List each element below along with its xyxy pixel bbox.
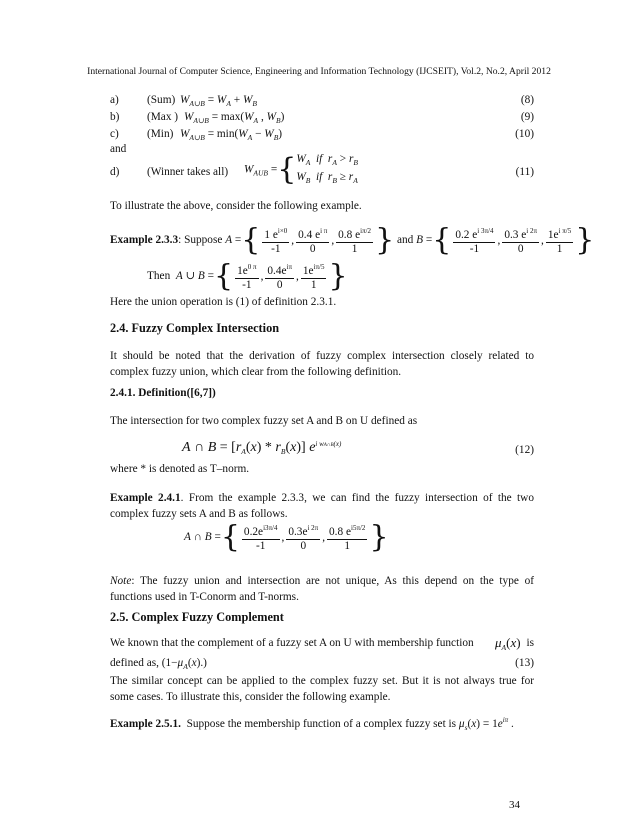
definition-b (110, 111, 285, 125)
equation-number-9: (9) (520, 111, 534, 123)
example-2-4-1-title: Example 2.4.1 (110, 492, 181, 504)
note-paragraph (110, 573, 534, 605)
definition-c-label: c) (110, 128, 119, 140)
definition-d (110, 166, 229, 178)
definition-d-formula: $W_{AUB}$ ={ $W_A$ if $r_A > r_B$ $W_B$ if $r_B \ge r_A$ (244, 152, 358, 187)
journal-header: International Journal of Computer Science, Engineering and Information Technology (IJCSEIT), Vol.2, No.2, April 2012 (87, 66, 551, 77)
definition-c-name: (Min) (147, 128, 174, 140)
complement-is: is (526, 637, 534, 649)
example-2-4-1-paragraph: . From the example 2.3.3, we can find the fuzzy intersection of the two complex fuzzy sets A and B as follows. (110, 492, 534, 520)
complement-close: .) (200, 657, 207, 669)
example-2-3-3-title: Example 2.3.3 (110, 234, 179, 247)
equation-number-12: (12) (515, 444, 534, 456)
union-result: Then A ∪ B ={ $\frac{1e^{0 \pi}}{-1}$ , $\frac{0.4e^{i\pi}}{0}$ , $\frac{1e^{i\pi/5}}{1}$ } (147, 258, 348, 294)
note-text: : The fuzzy union and intersection are not unique, As this depend on the type of functions used in T-Conorm and T-norms. (110, 575, 534, 603)
tnorm-note: where * is denoted as T–norm. (110, 463, 250, 475)
section-2-5-paragraph: The similar concept can be applied to the complex fuzzy set. But it is not always true for some cases. To illustrate this, consider the following example. (110, 675, 534, 703)
definition-b-name: (Max ) (147, 111, 179, 123)
intersection-result: A ∩ B ={ $\frac{0.2e^{i3\pi/4}}{-1}$ , $\frac{0.3e^{i 2\pi}}{0}$ , $\frac{0.8 e^{i5\pi/2}}{1}$ } (184, 519, 389, 555)
complement-line-1 (110, 637, 474, 649)
definition-b-label: b) (110, 111, 120, 123)
example-2-5-1: Example 2.5.1. Suppose the membership function of a complex fuzzy set is $\mu_s(x) = 1e^{i\pi}$ . (110, 716, 514, 732)
definition-b-formula: $W_{A\cup B} = \max(W_A$ , $W_B$) (184, 111, 285, 125)
equation-number-8: (8) (520, 94, 534, 106)
definition-a-formula: $W_{A\cup B} = W_A + W_B$ (180, 94, 257, 108)
example-2-3-3: Example 2.3.3: Suppose A ={ $\frac{1 e^{i\times 0}}{-1}$ , $\frac{0.4 e^{i \pi}}{0}$ , $\frac{0.8 e^{i\pi/2}}{1}$ } and B ={ $\frac{0.2 e^{i 3\pi/4}}{-1}$ , $\frac{0.3 e^{i 2\pi}}{0}$ , $\frac{1e^{i \pi/5}}{1}$ } (110, 222, 595, 258)
equation-number-13: (13) (515, 657, 534, 669)
example-2-5-1-title: Example 2.5.1. (110, 718, 181, 730)
example-2-3-3-and: and (396, 234, 414, 247)
definition-c-formula: $W_{A\cup B} = \min(W_A - W_B)$ (180, 128, 283, 142)
equation-number-10: (10) (515, 128, 534, 140)
union-note: Here the union operation is (1) of definition 2.3.1. (110, 296, 337, 308)
then-label: Then (147, 270, 171, 283)
definition-2-4-1-paragraph: The intersection for two complex fuzzy set A and B on U defined as (110, 415, 418, 427)
section-2-4-title: 2.4. Fuzzy Complex Intersection (110, 321, 280, 335)
section-2-5-title: 2.5. Complex Fuzzy Complement (110, 610, 284, 624)
equation-number-11: (11) (515, 166, 534, 178)
definition-a-label: a) (110, 94, 119, 106)
section-2-4-paragraph: It should be noted that the derivation of fuzzy complex intersection closely related to complex fuzzy union, which clear from the following definition. (110, 350, 534, 378)
definition-d-name: (Winner takes all) (147, 166, 229, 178)
definition-a-name: (Sum) (147, 94, 176, 106)
definition-d-label: d) (110, 166, 120, 178)
example-2-3-3-suppose: : Suppose (178, 234, 223, 247)
membership-mu-a: $\mu_A(x)$ (495, 635, 521, 652)
complement-line-2: defined as, $(1-\mu_A(x).)$ (110, 657, 207, 671)
example-2-4-1 (110, 490, 534, 522)
definition-a (110, 94, 257, 108)
note-label: Note (110, 575, 132, 587)
example-2-5-1-text: Suppose the membership function of a complex fuzzy set is (186, 718, 457, 730)
complement-defined-as: defined as, (1− (110, 657, 178, 669)
definition-c (110, 128, 283, 142)
complement-text: We known that the complement of a fuzzy set A on U with membership function (110, 637, 474, 649)
page-number: 34 (509, 799, 520, 811)
definition-2-4-1-title: 2.4.1. Definition([6,7]) (110, 387, 216, 399)
illustrate-text: To illustrate the above, consider the following example. (110, 200, 362, 212)
and-text: and (110, 143, 127, 155)
intersection-formula: A ∩ $B = [r_A(x) * r_B(x)]$ $e^{i wA\cap B(x)}$ (182, 440, 342, 456)
